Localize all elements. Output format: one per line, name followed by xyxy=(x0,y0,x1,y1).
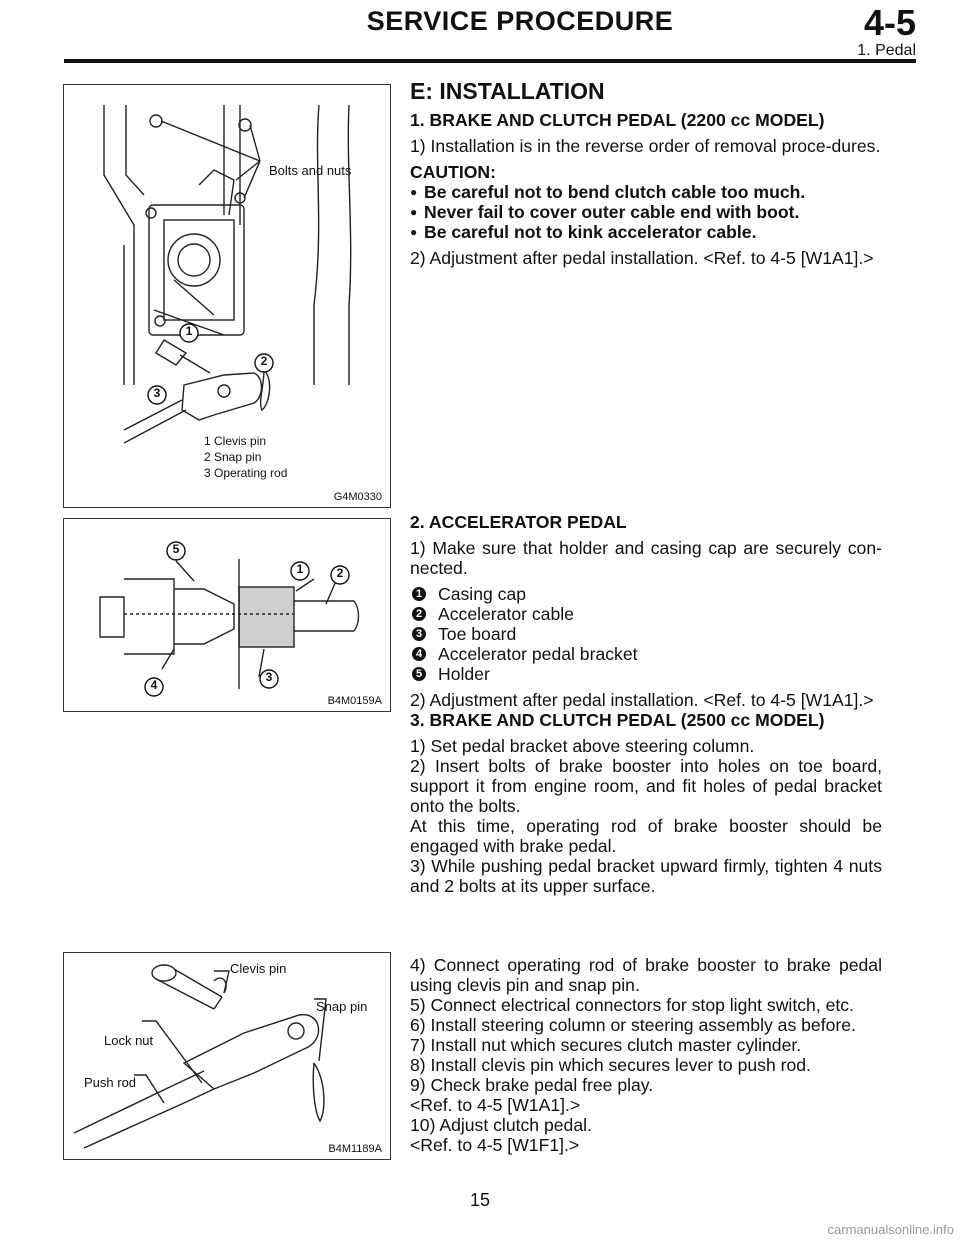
step-text: 2) Adjustment after pedal installation. <Ref. to 4-5 [W1A1].> xyxy=(410,690,874,710)
figure-push-rod-clevis xyxy=(63,952,391,1160)
step-text: 6) Install steering column or steering assembly as before. xyxy=(410,1015,856,1035)
caution-item: ● Be careful not to bend clutch cable too much. xyxy=(410,182,806,202)
number-badge: 5 xyxy=(412,667,426,681)
subsection-heading: 1. BRAKE AND CLUTCH PEDAL (2200 cc MODEL) xyxy=(410,110,825,130)
step-text: 1) Set pedal bracket above steering column. xyxy=(410,736,755,756)
legend-item: 1 Casing cap xyxy=(410,584,882,604)
legend-item: 2 Accelerator cable xyxy=(410,604,882,624)
caution-heading: CAUTION: xyxy=(410,162,497,182)
step-text: 5) Connect electrical connectors for stop light switch, etc. xyxy=(410,995,854,1015)
figure-2-num: 1 xyxy=(296,562,304,576)
figure-1-legend-item: 2 Snap pin xyxy=(204,450,262,464)
subsection-heading: 3. BRAKE AND CLUTCH PEDAL (2500 cc MODEL) xyxy=(410,710,825,730)
step-text: 2) Insert bolts of brake booster into holes on toe board, support it from engine room, and fit holes of pedal bracket onto the bolts. xyxy=(410,756,882,816)
figure-3-lock-nut-label: Lock nut xyxy=(104,1033,154,1048)
caution-item: ● Never fail to cover outer cable end with boot. xyxy=(410,202,800,222)
step-text: 1) Make sure that holder and casing cap are securely con-nected. xyxy=(410,538,882,578)
number-badge: 2 xyxy=(412,607,426,621)
number-badge: 3 xyxy=(412,627,426,641)
header-title: SERVICE PROCEDURE xyxy=(366,6,674,36)
figure-1-legend-item: 3 Operating rod xyxy=(204,466,288,480)
figure-2-num: 2 xyxy=(336,566,344,580)
figure-2-num: 5 xyxy=(172,542,180,556)
figure-2-drawing xyxy=(64,519,390,711)
installation-block xyxy=(410,78,882,268)
page-number: 15 xyxy=(469,1190,491,1210)
figure-2-num: 3 xyxy=(265,670,273,684)
step-text: 4) Connect operating rod of brake booster to brake pedal using clevis pin and snap pin. xyxy=(410,955,882,995)
step-text: At this time, operating rod of brake booster should be engaged with brake pedal. xyxy=(410,816,882,856)
figure-3-push-rod-label: Push rod xyxy=(84,1075,137,1090)
step-text: 7) Install nut which secures clutch master cylinder. xyxy=(410,1035,802,1055)
figure-accelerator-cable xyxy=(63,518,391,712)
step-text: 9) Check brake pedal free play. xyxy=(410,1075,654,1095)
figure-3-drawing xyxy=(64,953,390,1159)
figure-code: B4M1189A xyxy=(328,1143,382,1155)
figure-code: B4M0159A xyxy=(327,695,382,707)
bullet-icon: ● xyxy=(410,225,418,239)
figure-3-snap-pin-label: Snap pin xyxy=(316,999,368,1014)
bullet-icon: ● xyxy=(410,185,418,199)
figure-2-num: 4 xyxy=(150,678,158,692)
legend-list xyxy=(410,584,882,684)
step-text: 2) Adjustment after pedal installation. <Ref. to 4-5 [W1A1].> xyxy=(410,248,874,268)
step-text: 8) Install clevis pin which secures lever to push rod. xyxy=(410,1055,811,1075)
figure-1-num-3: 3 xyxy=(153,386,161,400)
brake-clutch-steps xyxy=(410,955,882,1155)
figure-1-legend-item: 1 Clevis pin xyxy=(204,434,267,448)
legend-item: 5 Holder xyxy=(410,664,882,684)
reference-text: <Ref. to 4-5 [W1F1].> xyxy=(410,1135,580,1155)
section-heading: E: INSTALLATION xyxy=(410,78,605,104)
figure-code: G4M0330 xyxy=(333,491,382,503)
bullet-icon: ● xyxy=(410,205,418,219)
number-badge: 1 xyxy=(412,587,426,601)
accelerator-block xyxy=(410,512,882,896)
step-text: 1) Installation is in the reverse order of removal proce-dures. xyxy=(410,136,881,156)
figure-1-num-1: 1 xyxy=(185,324,193,338)
figure-clevis-pin-assembly xyxy=(63,84,391,508)
legend-item: 4 Accelerator pedal bracket xyxy=(410,644,882,664)
reference-text: <Ref. to 4-5 [W1A1].> xyxy=(410,1095,581,1115)
figure-1-callouts xyxy=(148,324,273,404)
legend-item: 3 Toe board xyxy=(410,624,882,644)
figure-1-num-2: 2 xyxy=(260,354,268,368)
caution-item: ● Be careful not to kink accelerator cable. xyxy=(410,222,757,242)
subsection-heading: 2. ACCELERATOR PEDAL xyxy=(410,512,627,532)
number-badge: 4 xyxy=(412,647,426,661)
figure-1-legend xyxy=(204,433,287,481)
subsection-title: 1. Pedal xyxy=(857,42,916,59)
figure-1-callout-bolts: Bolts and nuts xyxy=(269,163,352,178)
figure-3-clevis-pin-label: Clevis pin xyxy=(230,961,287,976)
watermark: carmanualsonline.info xyxy=(827,1222,954,1237)
section-number: 4-5 xyxy=(863,2,916,43)
header-rule xyxy=(64,59,916,63)
step-text: 3) While pushing pedal bracket upward firmly, tighten 4 nuts and 2 bolts at its upper surface. xyxy=(410,856,882,896)
step-text: 10) Adjust clutch pedal. xyxy=(410,1115,592,1135)
